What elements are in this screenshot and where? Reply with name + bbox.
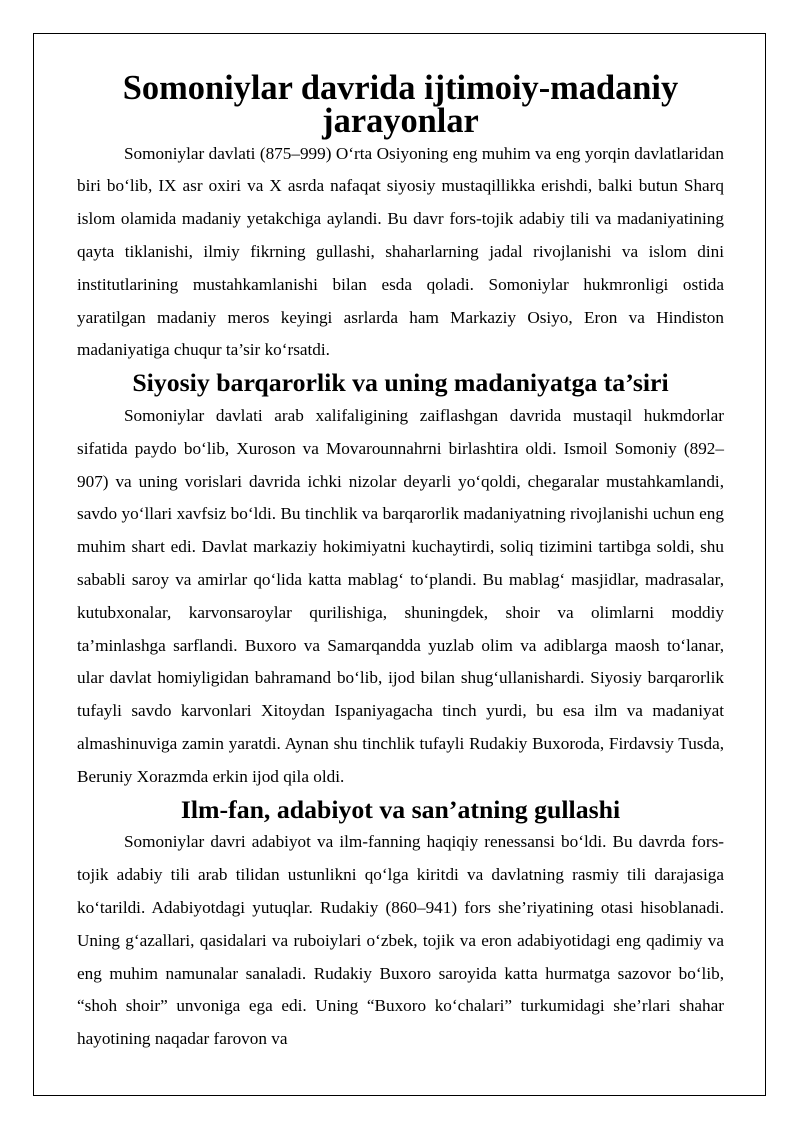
- section-paragraph: Somoniylar davlati arab xalifaligining zaiflashgan davrida mustaqil hukmdorlar sifatida paydo bo‘lib, Xuroson va Movarounnahrni birlashtira oldi. Ismoil Somoniy (892–907) va uning vorislari davrida ichki nizolar deyarli yo‘qoldi, chegaralar mustahkamlandi, savdo yo‘llari xavfsiz bo‘ldi. Bu tinchlik va barqarorlik madaniyatning rivojlanishi uchun eng muhim shart edi. Davlat markaziy hokimiyatni kuchaytirdi, soliq tizimini tartibga soldi, shu sababli saroy va amirlar qo‘lida katta mablag‘ to‘plandi. Bu mablag‘ masjidlar, madrasalar, kutubxonalar, karvonsaroylar qurilishiga, shuningdek, shoir va olimlarni moddiy ta’minlashga sarflandi. Buxoro va Samarqandda yuzlab olim va adiblarga maosh to‘lanar, ular davlat homiyligidan bahramand bo‘lib, ijod bilan shug‘ullanishardi. Siyosiy barqarorlik tufayli savdo karvonlari Xitoydan Ispaniyagacha tinch yurdi, bu esa ilm va madaniyat almashinuviga zamin yaratdi. Aynan shu tinchlik tufayli Rudakiy Buxoroda, Firdavsiy Tusda, Beruniy Xorazmda erkin ijod qila oldi.: [77, 405, 724, 786]
- section-heading: Siyosiy barqarorlik va uning madaniyatga ta’siri: [132, 368, 669, 398]
- section-paragraph: Somoniylar davri adabiyot va ilm-fanning haqiqiy renessansi bo‘ldi. Bu davrda fors-tojik adabiy tili arab tilidan ustunlikni qo‘lga kiritdi va davlatning rasmiy tili darajasiga ko‘tarildi. Adabiyotdagi yutuqlar. Rudakiy (860–941) fors she’riyatining otasi hisoblanadi. Uning g‘azallari, qasidalari va ruboiylari o‘zbek, tojik va eron adabiyotidagi eng qadimiy va eng muhim namunalar sanaladi. Rudakiy Buxoro saroyida katta hurmatga sazovor bo‘lib, “shoh shoir” unvoniga ega edi. Uning “Buxoro ko‘chalari” turkumidagi she’rlari shahar hayotining naqadar farovon va: [77, 832, 724, 1049]
- section-paragraph: Somoniylar davlati (875–999) O‘rta Osiyoning eng muhim va eng yorqin davlatlaridan biri bo‘lib, IX asr oxiri va X asrda nafaqat siyosiy mustaqillikka erishdi, balki butun Sharq islom olamida madaniy yetakchiga aylandi. Bu davr fors-tojik adabiy tili va madaniyatining qayta tiklanishi, ilmiy fikrning gullashi, shaharlarning jadal rivojlanishi va islom dini institutlarining mustahkamlanishi bilan esda qoladi. Somoniylar hukmronligi ostida yaratilgan madaniy meros keyingi asrlarda ham Markaziy Osiyo, Eron va Hindiston madaniyatiga chuqur ta’sir ko‘rsatdi.: [77, 143, 724, 360]
- section-heading: Ilm-fan, adabiyot va san’atning gullashi: [180, 794, 621, 824]
- document-body: [77, 69, 724, 1056]
- section-heading: Somoniylar davrida ijtimoiy-madaniy jarayonlar: [122, 69, 679, 140]
